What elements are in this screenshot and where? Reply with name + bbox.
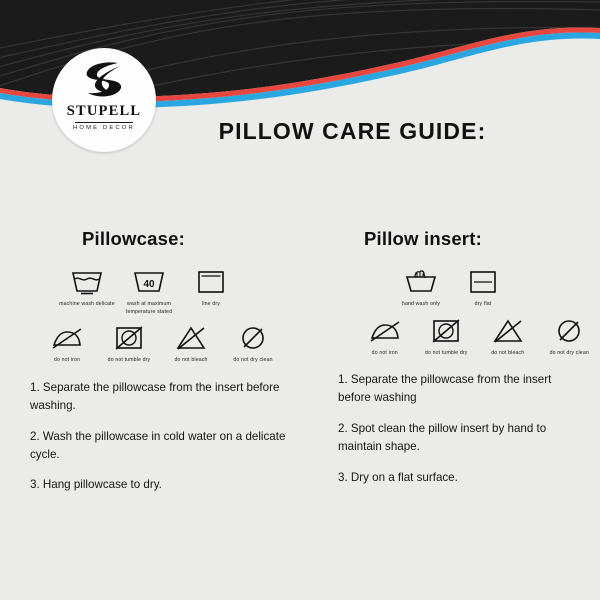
dry-flat-label: dry flat	[474, 301, 492, 307]
pillow-insert-step-1: 1. Separate the pillowcase from the insert before washing	[338, 373, 552, 405]
do-not-tumble-dry-label-insert: do not tumble dry	[424, 349, 468, 356]
hand-wash-only-label: hand wash only	[401, 301, 441, 307]
do-not-tumble-dry-cell	[98, 324, 160, 365]
do-not-dry-clean-cell-insert	[539, 317, 600, 358]
do-not-iron-cell-insert	[354, 317, 416, 358]
do-not-tumble-dry-cell-insert	[416, 317, 478, 358]
brand-name: STUPELL	[66, 103, 142, 119]
line-dry-cell	[180, 268, 242, 309]
do-not-bleach-icon	[174, 324, 208, 352]
svg-text:40: 40	[143, 279, 155, 290]
pillowcase-column	[0, 228, 300, 507]
machine-wash-delicate-icon	[70, 268, 104, 296]
pillow-insert-steps	[334, 371, 600, 487]
do-not-bleach-icon	[491, 317, 525, 345]
pillow-insert-icon-row-bottom	[354, 317, 600, 358]
do-not-iron-icon	[50, 324, 84, 352]
do-not-tumble-dry-label: do not tumble dry	[107, 357, 151, 364]
pillow-insert-icon-row-top	[390, 268, 600, 309]
do-not-dry-clean-icon	[552, 317, 586, 345]
pillow-insert-step-2: 2. Spot clean the pillow insert by hand to maintain shape.	[338, 422, 547, 453]
care-columns	[0, 228, 600, 507]
do-not-bleach-label: do not bleach	[174, 357, 208, 364]
wash-at-maximum-temperature-40-icon	[132, 268, 166, 296]
do-not-iron-label: do not iron	[53, 357, 81, 364]
do-not-dry-clean-cell	[222, 324, 284, 365]
do-not-dry-clean-icon	[236, 324, 270, 352]
do-not-bleach-cell	[160, 324, 222, 365]
do-not-dry-clean-label-insert: do not dry clean	[549, 349, 589, 356]
pillowcase-step-2: 2. Wash the pillowcase in cold water on a delicate cycle.	[30, 429, 286, 461]
pillow-insert-column	[300, 228, 600, 507]
dry-flat-icon	[466, 268, 500, 296]
pillow-insert-step-3: 3. Dry on a flat surface.	[338, 470, 458, 484]
line-dry-icon	[194, 268, 228, 296]
do-not-iron-icon	[368, 317, 402, 345]
do-not-bleach-label-insert: do not bleach	[491, 349, 525, 356]
brand-tagline: HOME DECOR	[73, 125, 135, 131]
pillowcase-step-1: 1. Separate the pillowcase from the insert before washing.	[30, 380, 280, 412]
line-dry-label: line dry	[202, 301, 220, 307]
pillow-insert-title: Pillow insert:	[364, 228, 482, 249]
hand-wash-only-cell	[390, 268, 452, 309]
pillowcase-icon-row-bottom	[36, 324, 300, 365]
dry-flat-cell	[452, 268, 514, 309]
do-not-tumble-dry-icon	[429, 317, 463, 345]
pillowcase-steps	[30, 379, 300, 495]
stupell-swirl-logo-icon	[80, 60, 128, 100]
pillowcase-title: Pillowcase:	[82, 228, 185, 249]
machine-wash-delicate-label: machine wash delicate	[59, 301, 115, 307]
wash-max-temperature-label: wash at maximum temperature stated	[125, 301, 173, 315]
do-not-dry-clean-label: do not dry clean	[233, 357, 273, 364]
do-not-iron-label-insert: do not iron	[371, 349, 398, 356]
do-not-tumble-dry-icon	[112, 324, 146, 352]
machine-wash-delicate-cell	[56, 268, 118, 309]
hand-wash-only-icon	[404, 268, 438, 296]
pillowcase-step-3: 3. Hang pillowcase to dry.	[30, 478, 162, 492]
do-not-bleach-cell-insert	[477, 317, 539, 358]
do-not-iron-cell	[36, 324, 98, 365]
pillowcase-icon-row-top	[56, 268, 300, 316]
page-title: PILLOW CARE GUIDE:	[218, 118, 487, 144]
wash-max-temperature-cell	[118, 268, 180, 316]
